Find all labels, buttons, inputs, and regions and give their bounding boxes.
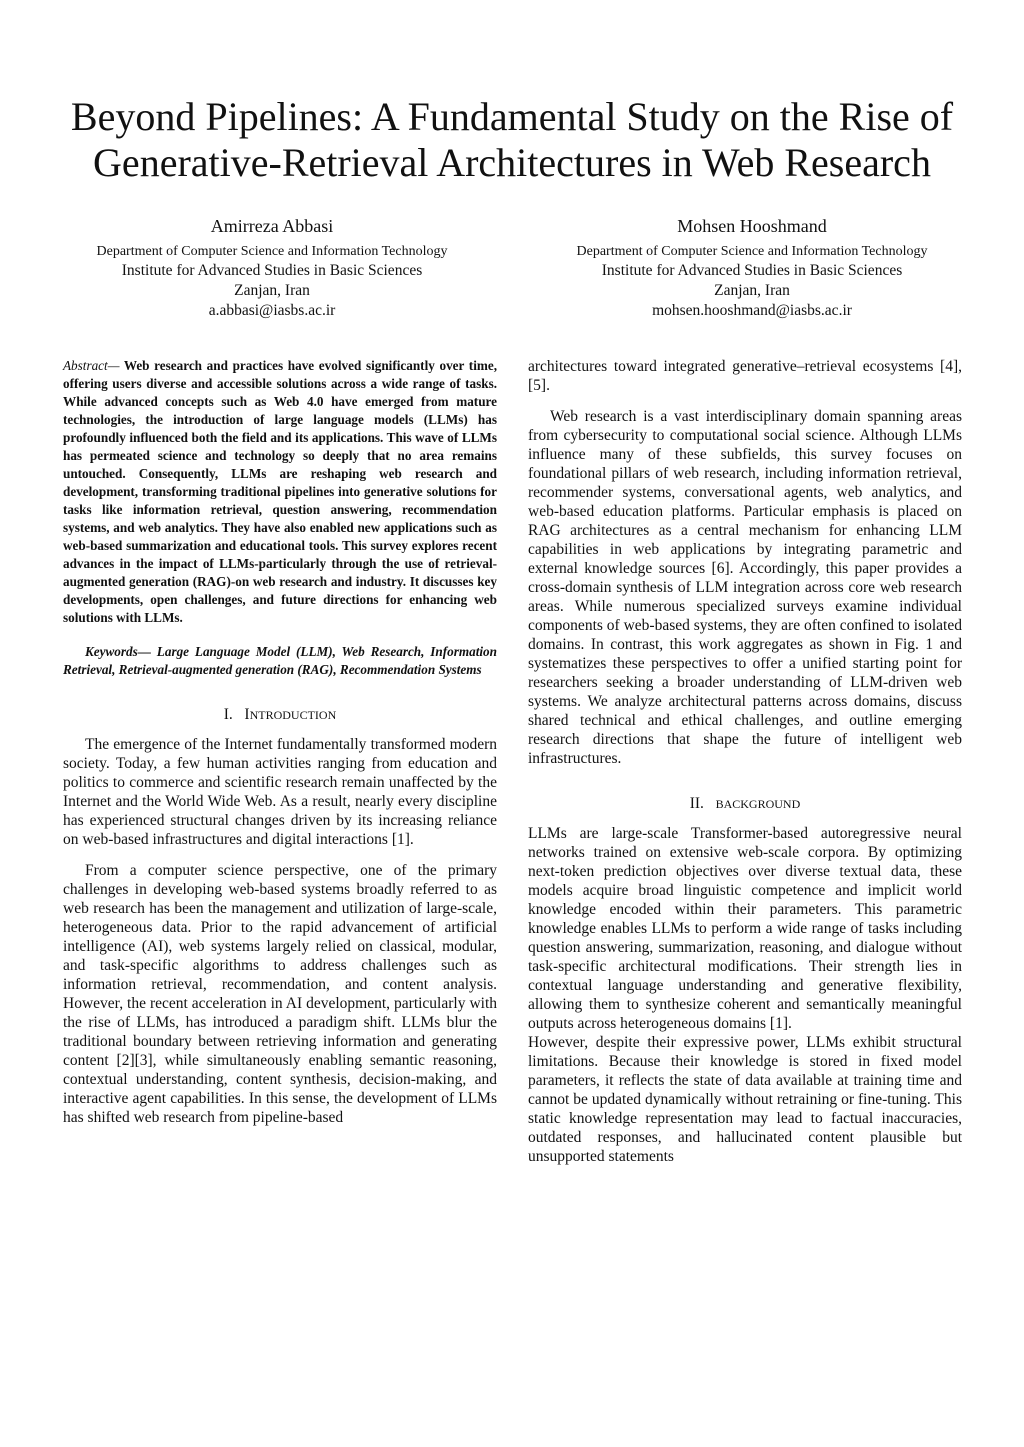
keywords: Keywords— Large Language Model (LLM), Web Research, Information Retrieval, Retrieval-augmented generation (RAG), Recommendation Systems <box>63 644 497 677</box>
abstract-text: Web research and practices have evolved significantly over time, offering users diverse and accessible solutions across a wide range of tasks. While advanced concepts such as Web 4.0 have emerged from mature technologies, the introduction of large language models (LLMs) has profoundly influenced both the field and its applications. This wave of LLMs has permeated science and technology so deeply that no area remains untouched. Consequently, LLMs are reshaping web research and development, transforming traditional pipelines into generative solutions for tasks like information retrieval, question answering, recommendation systems, and web analytics. They have also enabled new applications such as web-based summarization and educational tools. This survey explores recent advances in the impact of LLMs-particularly through the use of retrieval-augmented generation (RAG)-on web research and industry. It discusses key developments, open challenges, and future directions for enhancing web solutions with LLMs. <box>63 358 497 625</box>
author-department: Department of Computer Science and Information Technology <box>96 244 448 259</box>
intro-paragraph-1: The emergence of the Internet fundamentally transformed modern society. Today, a few human activities ranging from education and politics to commerce and scientific research remain unaffected by the Internet and the World Wide Web. As a result, nearly every discipline has experienced structural changes driven by its increasing reliance on web-based infrastructures and digital interactions [1]. <box>63 736 497 848</box>
background-paragraph-2: However, despite their expressive power, LLMs exhibit structural limitations. Because their knowledge is stored in fixed model parameters, it reflects the state of data available at training time and cannot be updated dynamically without retraining or fine-tuning. This static knowledge representation may lead to factual inaccuracies, outdated responses, and hallucinated content plausible but unsupported statements <box>528 1034 962 1165</box>
background-paragraph-1: LLMs are large-scale Transformer-based autoregressive neural networks trained on extensive web-scale corpora. By optimizing next-token prediction objectives over diverse textual data, these models acquire broad linguistic competence and implicit world knowledge encoded within their parameters. This parametric knowledge enables LLMs to perform a wide range of tasks including question answering, summarization, reasoning, and dialogue without task-specific architectural modifications. Their strength lies in contextual language understanding and generative flexibility, allowing them to synthesize coherent and semantically meaningful outputs across heterogeneous domains [1]. <box>528 825 962 1032</box>
author-department: Department of Computer Science and Information Technology <box>576 244 928 259</box>
abstract-label: Abstract <box>63 358 108 373</box>
abstract-dash: — <box>107 358 120 373</box>
author-location: Zanjan, Iran <box>714 282 790 299</box>
title-line-2: Generative-Retrieval Architectures in Web Research <box>93 140 931 185</box>
right-column <box>528 357 962 1178</box>
author-institute: Institute for Advanced Studies in Basic Sciences <box>121 262 423 279</box>
section-heading-introduction <box>63 705 497 725</box>
author-name: Amirreza Abbasi <box>210 216 334 236</box>
author-email: a.abbasi@iasbs.ac.ir <box>208 302 336 319</box>
intro-paragraph-2-continued: architectures toward integrated generative–retrieval ecosystems [4], [5]. <box>528 358 962 394</box>
section-number: I. <box>223 706 233 723</box>
author-email: mohsen.hooshmand@iasbs.ac.ir <box>652 302 852 319</box>
author-block-2 <box>532 214 972 321</box>
section-title: BACKGROUND <box>715 797 801 811</box>
section-title-initial: I <box>244 706 250 723</box>
abstract <box>63 357 497 627</box>
section-number: II. <box>689 795 704 812</box>
left-column <box>63 357 497 1127</box>
paper-title <box>40 94 984 186</box>
author-institute: Institute for Advanced Studies in Basic Sciences <box>601 262 903 279</box>
section-title-rest: NTRODUCTION <box>249 708 337 722</box>
intro-paragraph-2: From a computer science perspective, one of the primary challenges in developing web-based systems broadly referred to as web research has been the management and utilization of large-scale, heterogeneous data. Prior to the rapid advancement of artificial intelligence (AI), web systems largely relied on classical, modular, and task-specific algorithms to address challenges such as information retrieval, recommendation, and content analysis. However, the recent acceleration in AI development, particularly with the rise of LLMs, has introduced a paradigm shift. LLMs blur the traditional boundary between retrieving information and generating content [2][3], while simultaneously enabling semantic reasoning, contextual understanding, content synthesis, decision-making, and interactive agent capabilities. In this sense, the development of LLMs has shifted web research from pipeline-based <box>63 862 497 1126</box>
author-name: Mohsen Hooshmand <box>677 216 827 236</box>
section-heading-background <box>528 794 962 814</box>
title-line-1: Beyond Pipelines: A Fundamental Study on the Rise of <box>70 94 954 139</box>
author-block-1 <box>52 214 492 321</box>
intro-paragraph-3: Web research is a vast interdisciplinary domain spanning areas from cybersecurity to computational social science. Although LLMs influence many of these subfields, this survey focuses on foundational pillars of web research, including information retrieval, recommender systems, conversational agents, web analytics, and web-based education platforms. Particular emphasis is placed on RAG architectures as a central mechanism for enhancing LLM capabilities in web applications by integrating parametric and external knowledge sources [6]. Accordingly, this paper provides a cross-domain synthesis of LLM integration across core web research areas. While numerous specialized surveys examine individual components of web-based systems, they are often confined to isolated domains. In contrast, this work aggregates as shown in Fig. 1 and systematizes these perspectives to offer a unified starting point for researchers seeking a broader understanding of LLM-driven web systems. We analyze architectural patterns across domains, discuss shared technical and ethical challenges, and outline emerging research directions that shape the future of intelligent web infrastructures. <box>528 408 962 767</box>
author-location: Zanjan, Iran <box>234 282 310 299</box>
